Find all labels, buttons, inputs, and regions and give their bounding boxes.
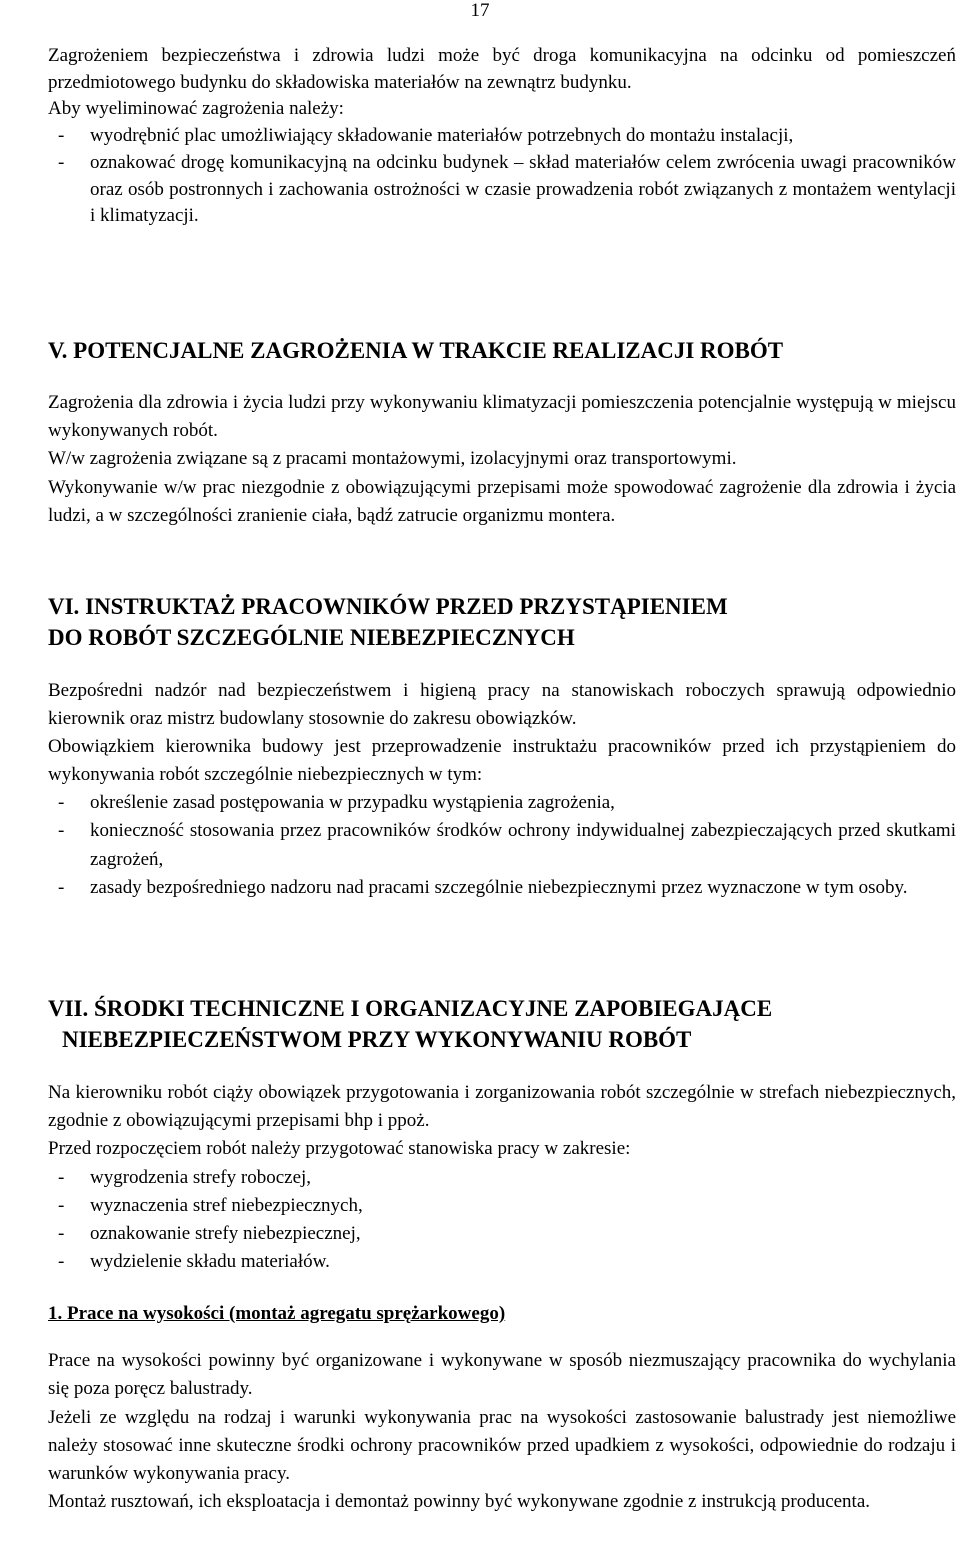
- body-paragraph: Obowiązkiem kierownika budowy jest przeprowadzenie instruktażu pracowników przed ich przystąpieniem do wykonywania robót szczególnie niebezpiecznych w tym:: [48, 736, 956, 786]
- section-heading-vi: [48, 592, 728, 622]
- section-vi-body: [48, 677, 956, 902]
- body-paragraph: W/w zagrożenia związane są z pracami montażowymi, izolacyjnymi oraz transportowymi.: [48, 448, 737, 470]
- section-heading-v: [48, 336, 783, 366]
- section-title: POTENCJALNE ZAGROŻENIA W TRAKCIE REALIZACJI ROBÓT: [73, 338, 784, 363]
- list-item: - wygrodzenia strefy roboczej,: [48, 1164, 956, 1192]
- subsection-heading: 1. Prace na wysokości (montaż agregatu sprężarkowego): [48, 1303, 506, 1324]
- body-paragraph: Montaż rusztowań, ich eksploatacja i demontaż powinny być wykonywane zgodnie z instrukcją producenta.: [48, 1491, 871, 1513]
- body-paragraph: Na kierowniku robót ciąży obowiązek przygotowania i zorganizowania robót szczególnie w strefach niebezpiecznych, zgodnie z obowiązującymi przepisami bhp i ppoż.: [48, 1082, 956, 1132]
- subsection-body: [48, 1347, 956, 1517]
- body-paragraph: Zagrożenia dla zdrowia i życia ludzi przy wykonywaniu klimatyzacji pomieszczenia potencjalnie występują w miejscu wykonywanych robót.: [48, 392, 956, 442]
- instruction-list: [48, 789, 956, 901]
- list-item: - oznakować drogę komunikacyjną na odcinku budynek – skład materiałów celem zwrócenia uwagi pracowników oraz osób postronnych i zachowania ostrożności w czasie prowadzenia robót związanych z montażem wentylacji i klimatyzacji.: [48, 150, 956, 230]
- intro-lead-paragraph: Aby wyeliminować zagrożenia należy:: [48, 98, 344, 120]
- section-number: V.: [48, 338, 68, 363]
- section-heading-vii-line2: NIEBEZPIECZEŃSTWOM PRZY WYKONYWANIU ROBÓT: [62, 1027, 692, 1052]
- list-item: - wyodrębnić plac umożliwiający składowanie materiałów potrzebnych do montażu instalacji,: [48, 123, 956, 150]
- list-item: - określenie zasad postępowania w przypadku wystąpienia zagrożenia,: [48, 789, 956, 817]
- list-item: - oznakowanie strefy niebezpiecznej,: [48, 1220, 956, 1248]
- list-item: - konieczność stosowania przez pracowników środków ochrony indywidualnej zabezpieczających przed skutkami zagrożeń,: [48, 817, 956, 873]
- section-v-body: [48, 389, 956, 530]
- section-number: VI.: [48, 594, 80, 619]
- body-paragraph: Przed rozpoczęciem robót należy przygotować stanowiska pracy w zakresie:: [48, 1138, 631, 1160]
- section-heading-vi-line2: DO ROBÓT SZCZEGÓLNIE NIEBEZPIECZNYCH: [48, 625, 575, 650]
- page-number: 17: [470, 0, 490, 21]
- list-item: - zasady bezpośredniego nadzoru nad pracami szczególnie niebezpiecznymi przez wyznaczone w tym osoby.: [48, 874, 956, 902]
- section-number: VII.: [48, 996, 89, 1021]
- preparation-list: [48, 1164, 956, 1277]
- body-paragraph: Jeżeli ze względu na rodzaj i warunki wykonywania prac na wysokości zastosowanie balustrady jest niemożliwe należy stosować inne skuteczne środki ochrony pracowników przed upadkiem z wysokości, odpowiednie do rodzaju i warunków wykonywania pracy.: [48, 1406, 956, 1485]
- section-vii-body: [48, 1079, 956, 1276]
- intro-block: [48, 43, 956, 230]
- list-item: - wyznaczenia stref niebezpiecznych,: [48, 1192, 956, 1220]
- section-title-line1: INSTRUKTAŻ PRACOWNIKÓW PRZED PRZYSTĄPIENIEM: [85, 594, 728, 619]
- list-item: - wydzielenie składu materiałów.: [48, 1248, 956, 1276]
- body-paragraph: Bezpośredni nadzór nad bezpieczeństwem i higieną pracy na stanowiskach roboczych sprawują odpowiednio kierownik oraz mistrz budowlany stosownie do zakresu obowiązków.: [48, 680, 956, 730]
- body-paragraph: Wykonywanie w/w prac niezgodnie z obowiązującymi przepisami może spowodować zagrożenie dla zdrowia i życia ludzi, a w szczególności zranienie ciała, bądź zatrucie organizmu montera.: [48, 476, 956, 526]
- body-paragraph: Prace na wysokości powinny być organizowane i wykonywane w sposób niezmuszający pracownika do wychylania się poza poręcz balustrady.: [48, 1350, 956, 1400]
- section-title-line1: ŚRODKI TECHNICZNE I ORGANIZACYJNE ZAPOBIEGAJĄCE: [94, 996, 773, 1021]
- intro-paragraph: Zagrożeniem bezpieczeństwa i zdrowia ludzi może być droga komunikacyjna na odcinku od pomieszczeń przedmiotowego budynku do składowiska materiałów na zewnątrz budynku.: [48, 45, 956, 93]
- intro-list: [48, 123, 956, 230]
- section-heading-vii: [48, 994, 772, 1024]
